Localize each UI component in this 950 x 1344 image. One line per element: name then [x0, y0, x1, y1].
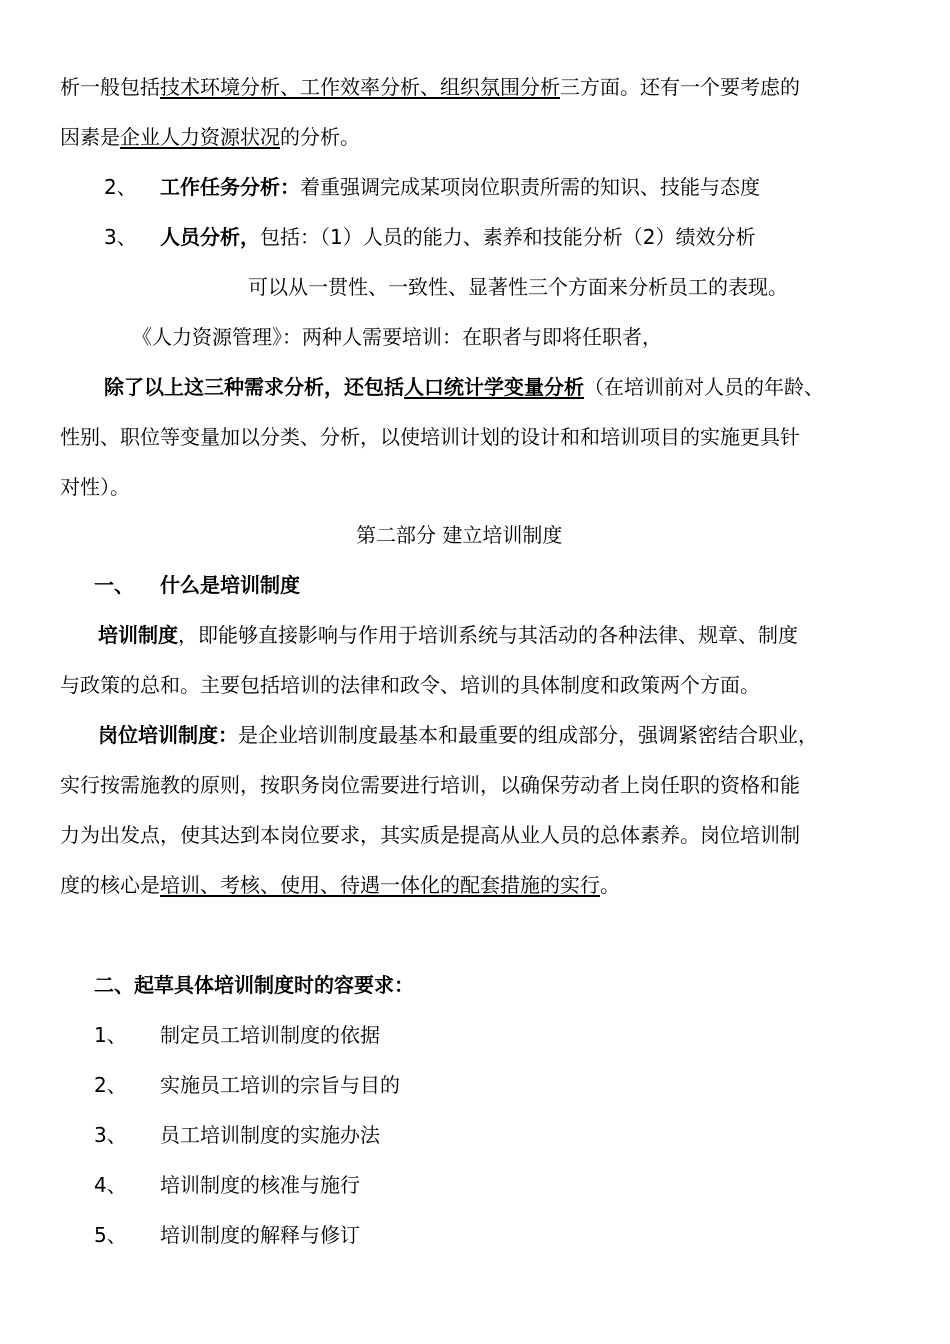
text: 析一般包括: [60, 75, 160, 99]
text: 的分析。: [280, 125, 360, 149]
paragraph-line: 可以从一贯性、一致性、显著性三个方面来分析员工的表现。: [248, 275, 788, 299]
paragraph-line: 《人力资源管理》：两种人需要培训：在职者与即将任职者，: [132, 325, 662, 349]
underlined-text: 技术环境分析、工作效率分析、组织氛围分析: [160, 75, 560, 99]
underlined-text: 培训、考核、使用、待遇一体化的配套措施的实行: [160, 873, 600, 897]
list-item: [160, 172, 760, 202]
bold-text: 岗位培训制度：: [98, 723, 238, 747]
underlined-text: 企业人力资源状况: [120, 125, 280, 149]
list-item-number: 3、: [104, 225, 137, 249]
paragraph-line: 与政策的总和。主要包括培训的法律和政令、培训的具体制度和政策两个方面。: [60, 673, 760, 697]
paragraph-line: [104, 372, 824, 402]
list-item-number: 1、: [94, 1023, 127, 1047]
paragraph-line: 实行按需施教的原则，按职务岗位需要进行培训，以确保劳动者上岗任职的资格和能: [60, 773, 800, 797]
list-item: [160, 222, 755, 252]
heading: 二、起草具体培训制度时的容要求：: [94, 973, 414, 997]
item-heading: 人员分析，: [160, 225, 260, 249]
text: 三方面。还有一个要考虑的: [560, 75, 800, 99]
bold-underlined-text: 人口统计学变量分析: [404, 375, 584, 399]
text: 因素是: [60, 125, 120, 149]
list-item: 员工培训制度的实施办法: [160, 1123, 380, 1147]
paragraph-line: 对性）。: [60, 475, 130, 499]
paragraph-line: [98, 720, 818, 750]
bold-text: 除了以上这三种需求分析，还包括: [104, 375, 404, 399]
text: 包括：（1）人员的能力、素养和技能分析（2）绩效分析: [260, 225, 756, 249]
paragraph-line: [98, 620, 798, 650]
paragraph-line: 性别、职位等变量加以分类、分析，以使培训计划的设计和和培训项目的实施更具针: [60, 425, 800, 449]
list-item-number: 3、: [94, 1123, 127, 1147]
item-heading: 工作任务分析：: [160, 175, 300, 199]
bold-text: 培训制度: [98, 623, 178, 647]
list-item-number: 4、: [94, 1173, 127, 1197]
paragraph-line: 力为出发点，使其达到本岗位要求，其实质是提高从业人员的总体素养。岗位培训制: [60, 823, 800, 847]
list-item-number: 2、: [94, 1073, 127, 1097]
text: 是企业培训制度最基本和最重要的组成部分，强调紧密结合职业，: [238, 723, 818, 747]
list-item: 制定员工培训制度的依据: [160, 1023, 380, 1047]
list-item: 培训制度的解释与修订: [160, 1223, 360, 1247]
text: 度的核心是: [60, 873, 160, 897]
list-item-number: 5、: [94, 1223, 127, 1247]
text: （在培训前对人员的年龄、: [584, 375, 824, 399]
section-title: 第二部分 建立培训制度: [356, 523, 563, 547]
text: 。: [600, 873, 620, 897]
paragraph-line: [60, 870, 620, 900]
list-item-number: 2、: [104, 175, 137, 199]
text: 着重强调完成某项岗位职责所需的知识、技能与态度: [300, 175, 760, 199]
heading: 什么是培训制度: [160, 573, 300, 597]
list-item: 培训制度的核准与施行: [160, 1173, 360, 1197]
list-item: 实施员工培训的宗旨与目的: [160, 1073, 400, 1097]
heading-number: 一、: [94, 573, 134, 597]
paragraph-line: [60, 72, 800, 102]
paragraph-line: [60, 122, 360, 152]
text: ，即能够直接影响与作用于培训系统与其活动的各种法律、规章、制度: [178, 623, 798, 647]
